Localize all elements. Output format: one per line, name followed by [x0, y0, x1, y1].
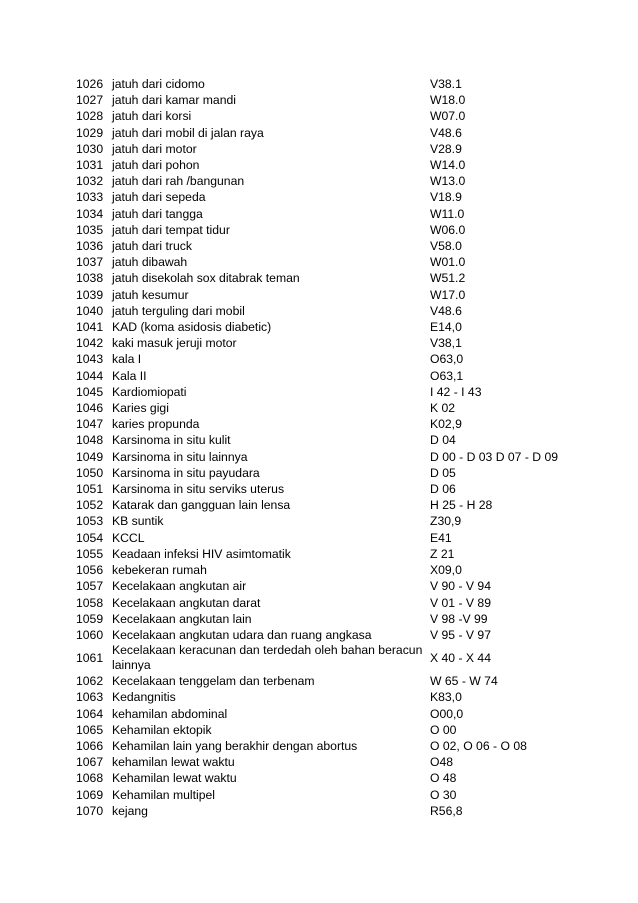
- row-number: 1068: [76, 771, 104, 786]
- table-row: [76, 497, 576, 513]
- row-code: V 01 - V 89: [430, 595, 491, 610]
- table-row: [76, 722, 576, 738]
- row-description: jatuh dari tempat tidur: [112, 222, 230, 237]
- row-number: 1030: [76, 141, 104, 156]
- table-row: [76, 319, 576, 335]
- row-code: W06.0: [430, 222, 466, 237]
- table-row: [76, 254, 576, 270]
- row-description: jatuh dari kamar mandi: [112, 93, 236, 108]
- row-number: 1047: [76, 417, 104, 432]
- row-number: 1064: [76, 706, 104, 721]
- row-number: 1043: [76, 352, 104, 367]
- row-description: KB suntik: [112, 514, 164, 529]
- row-description: Keadaan infeksi HIV asimtomatik: [112, 546, 291, 561]
- row-code: D 06: [430, 482, 456, 497]
- row-code: X09,0: [430, 563, 462, 578]
- row-description: jatuh dari sepeda: [112, 190, 206, 205]
- row-number: 1050: [76, 465, 104, 480]
- row-code: E41: [430, 530, 452, 545]
- row-number: 1031: [76, 158, 104, 173]
- row-number: 1063: [76, 690, 104, 705]
- table-row: [76, 141, 576, 157]
- row-code: O00,0: [430, 706, 464, 721]
- row-description: jatuh kesumur: [112, 287, 189, 302]
- table-row: [76, 513, 576, 529]
- table-row: [76, 643, 576, 673]
- row-number: 1061: [76, 650, 104, 665]
- row-number: 1060: [76, 627, 104, 642]
- row-description: Kecelakaan angkutan darat: [112, 595, 261, 610]
- row-code: O 30: [430, 787, 457, 802]
- row-number: 1046: [76, 401, 104, 416]
- row-number: 1040: [76, 303, 104, 318]
- table-row: [76, 432, 576, 448]
- row-description: jatuh dari motor: [112, 141, 197, 156]
- row-code: K 02: [430, 401, 456, 416]
- row-number: 1038: [76, 271, 104, 286]
- row-code: D 00 - D 03 D 07 - D 09: [430, 449, 559, 464]
- row-number: 1058: [76, 595, 104, 610]
- row-number: 1059: [76, 611, 104, 626]
- table-row: [76, 803, 576, 819]
- row-description: Kecelakaan keracunan dan terdedah oleh bahan beracun lainnya: [112, 643, 423, 673]
- row-description: KCCL: [112, 530, 145, 545]
- table-row: [76, 351, 576, 367]
- row-code: Z 21: [430, 546, 455, 561]
- row-number: 1034: [76, 206, 104, 221]
- row-code: V28.9: [430, 141, 462, 156]
- row-description: Kardiomiopati: [112, 384, 187, 399]
- table-row: [76, 238, 576, 254]
- table-row: [76, 189, 576, 205]
- table-row: [76, 627, 576, 643]
- table-row: [76, 125, 576, 141]
- row-code: D 04: [430, 433, 456, 448]
- row-description: Karsinoma in situ lainnya: [112, 449, 248, 464]
- table-row: [76, 546, 576, 562]
- row-number: 1044: [76, 368, 104, 383]
- row-description: jatuh dari korsi: [112, 109, 192, 124]
- table-row: [76, 76, 576, 92]
- table-row: [76, 449, 576, 465]
- row-number: 1053: [76, 514, 104, 529]
- row-description: jatuh dari pohon: [112, 158, 200, 173]
- row-description: KAD (koma asidosis diabetic): [112, 320, 272, 335]
- table-row: [76, 303, 576, 319]
- row-code: R56,8: [430, 803, 463, 818]
- row-description: kebekeran rumah: [112, 563, 207, 578]
- row-code: I 42 - I 43: [430, 384, 482, 399]
- row-description: Karsinoma in situ serviks uterus: [112, 482, 285, 497]
- table-row: [76, 770, 576, 786]
- row-number: 1049: [76, 449, 104, 464]
- row-number: 1036: [76, 239, 104, 254]
- row-description: Kala II: [112, 368, 147, 383]
- table-body: [76, 76, 576, 819]
- row-number: 1035: [76, 222, 104, 237]
- row-number: 1028: [76, 109, 104, 124]
- table-row: [76, 578, 576, 594]
- row-code: V48.6: [430, 125, 462, 140]
- row-number: 1057: [76, 579, 104, 594]
- row-description: jatuh disekolah sox ditabrak teman: [112, 271, 300, 286]
- row-number: 1062: [76, 674, 104, 689]
- row-code: W01.0: [430, 255, 466, 270]
- row-number: 1067: [76, 755, 104, 770]
- table-row: [76, 108, 576, 124]
- row-code: W07.0: [430, 109, 466, 124]
- row-number: 1042: [76, 336, 104, 351]
- table-row: [76, 400, 576, 416]
- table-row: [76, 754, 576, 770]
- row-description: kehamilan lewat waktu: [112, 755, 235, 770]
- table-row: [76, 157, 576, 173]
- row-number: 1070: [76, 803, 104, 818]
- row-description: jatuh dari rah /bangunan: [112, 174, 245, 189]
- row-code: Z30,9: [430, 514, 462, 529]
- row-description: Kecelakaan angkutan air: [112, 579, 247, 594]
- table-row: [76, 384, 576, 400]
- row-description: Karsinoma in situ payudara: [112, 465, 260, 480]
- row-number: 1054: [76, 530, 104, 545]
- table-row: [76, 595, 576, 611]
- row-description: jatuh terguling dari mobil: [112, 303, 245, 318]
- row-description: kejang: [112, 803, 148, 818]
- row-code: W18.0: [430, 93, 466, 108]
- table-row: [76, 481, 576, 497]
- diagnosis-code-table: [76, 76, 576, 819]
- table-row: [76, 416, 576, 432]
- row-description: Karies gigi: [112, 401, 169, 416]
- row-description: Kehamilan lewat waktu: [112, 771, 237, 786]
- table-row: [76, 368, 576, 384]
- row-number: 1069: [76, 787, 104, 802]
- table-row: [76, 222, 576, 238]
- row-description: Kedangnitis: [112, 690, 176, 705]
- row-description: jatuh dari mobil di jalan raya: [112, 125, 264, 140]
- table-row: [76, 335, 576, 351]
- row-code: K02,9: [430, 417, 462, 432]
- row-code: H 25 - H 28: [430, 498, 493, 513]
- row-description: jatuh dari cidomo: [112, 77, 205, 91]
- table-row: [76, 738, 576, 754]
- table-row: [76, 92, 576, 108]
- row-description: Karsinoma in situ kulit: [112, 433, 231, 448]
- row-number: 1032: [76, 174, 104, 189]
- row-code: W13.0: [430, 174, 466, 189]
- row-code: V 90 - V 94: [430, 579, 491, 594]
- row-number: 1048: [76, 433, 104, 448]
- row-number: 1026: [76, 77, 104, 91]
- row-description: Kehamilan lain yang berakhir dengan abortus: [112, 738, 358, 753]
- row-description: karies propunda: [112, 417, 200, 432]
- table-row: [76, 530, 576, 546]
- row-description: Kehamilan ektopik: [112, 722, 212, 737]
- row-code: O 48: [430, 771, 457, 786]
- row-code: V38.1: [430, 77, 462, 91]
- row-code: W 65 - W 74: [430, 674, 498, 689]
- row-code: W51.2: [430, 271, 466, 286]
- row-description: Kehamilan multipel: [112, 787, 215, 802]
- row-number: 1037: [76, 255, 104, 270]
- row-code: O48: [430, 755, 454, 770]
- row-code: O 02, O 06 - O 08: [430, 738, 527, 753]
- row-number: 1039: [76, 287, 104, 302]
- row-code: O63,1: [430, 368, 464, 383]
- row-code: W11.0: [430, 206, 465, 221]
- row-number: 1052: [76, 498, 104, 513]
- row-description: Katarak dan gangguan lain lensa: [112, 498, 291, 513]
- table-row: [76, 287, 576, 303]
- table-row: [76, 673, 576, 689]
- row-code: V18.9: [430, 190, 462, 205]
- row-code: X 40 - X 44: [430, 650, 491, 665]
- row-description: Kecelakaan angkutan udara dan ruang angkasa: [112, 627, 372, 642]
- row-code: K83,0: [430, 690, 462, 705]
- row-description: Kecelakaan tenggelam dan terbenam: [112, 674, 315, 689]
- row-description: jatuh dari tangga: [112, 206, 203, 221]
- row-description: jatuh dari truck: [112, 239, 192, 254]
- row-code: D 05: [430, 465, 456, 480]
- row-number: 1055: [76, 546, 104, 561]
- row-number: 1065: [76, 722, 104, 737]
- row-code: V 98 -V 99: [430, 611, 488, 626]
- row-number: 1051: [76, 482, 104, 497]
- row-description: kaki masuk jeruji motor: [112, 336, 237, 351]
- table-row: [76, 787, 576, 803]
- row-number: 1045: [76, 384, 104, 399]
- table-row: [76, 611, 576, 627]
- row-description: jatuh dibawah: [112, 255, 188, 270]
- table-row: [76, 465, 576, 481]
- row-code: V48.6: [430, 303, 462, 318]
- table-row: [76, 706, 576, 722]
- row-number: 1033: [76, 190, 104, 205]
- row-code: O 00: [430, 722, 457, 737]
- table-row: [76, 206, 576, 222]
- row-number: 1041: [76, 320, 104, 335]
- row-number: 1056: [76, 563, 104, 578]
- row-number: 1066: [76, 738, 104, 753]
- row-code: O63,0: [430, 352, 464, 367]
- row-code: V38,1: [430, 336, 462, 351]
- row-code: W14.0: [430, 158, 466, 173]
- row-description: kala I: [112, 352, 142, 367]
- row-number: 1029: [76, 125, 104, 140]
- row-description: Kecelakaan angkutan lain: [112, 611, 252, 626]
- row-number: 1027: [76, 93, 104, 108]
- row-code: W17.0: [430, 287, 466, 302]
- row-code: V58.0: [430, 239, 462, 254]
- table-row: [76, 689, 576, 705]
- table-row: [76, 270, 576, 286]
- row-code: E14,0: [430, 320, 462, 335]
- table-row: [76, 562, 576, 578]
- table-row: [76, 173, 576, 189]
- row-code: V 95 - V 97: [430, 627, 491, 642]
- row-description: kehamilan abdominal: [112, 706, 228, 721]
